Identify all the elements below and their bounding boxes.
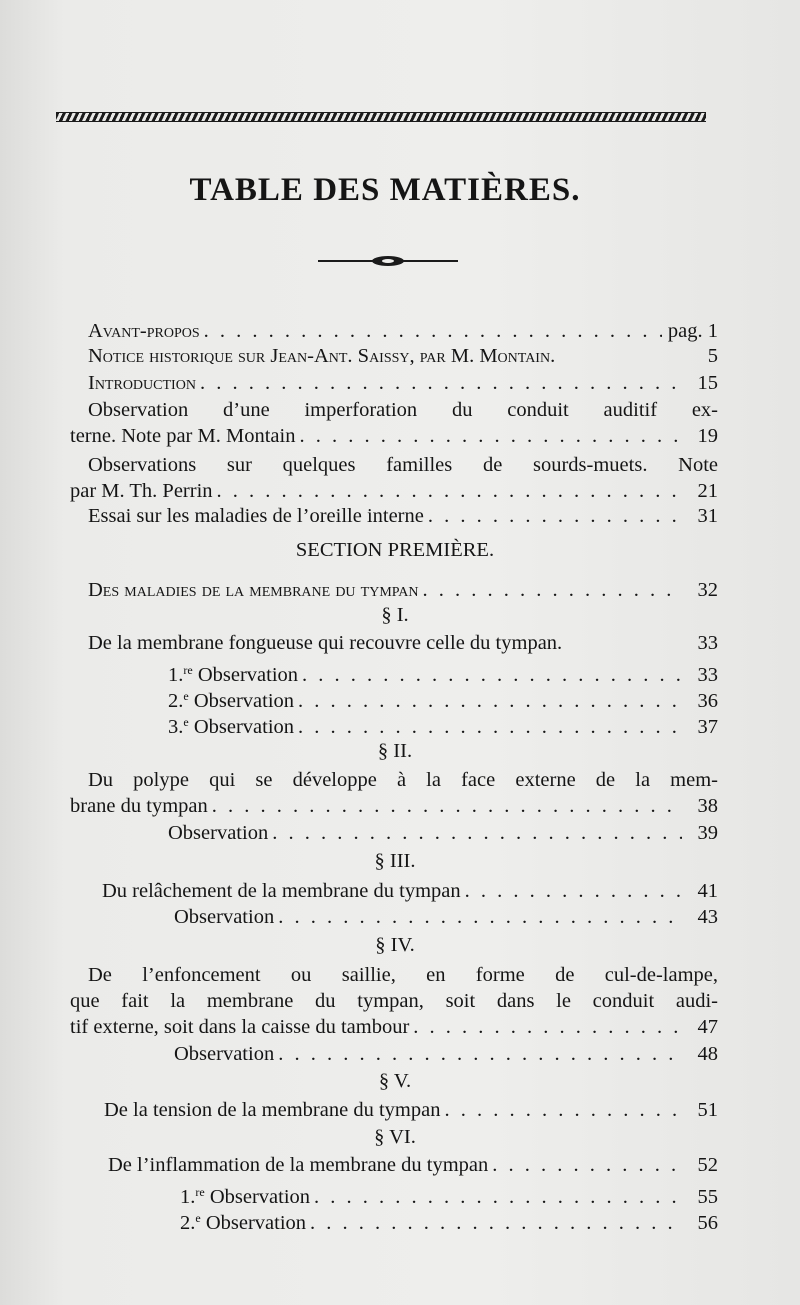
page-number: 36 bbox=[697, 690, 718, 712]
toc-entry-polype[interactable] bbox=[70, 767, 718, 819]
paragraph-heading: § IV. bbox=[375, 934, 415, 956]
toc-entry-maladies-membrane[interactable] bbox=[70, 577, 718, 603]
toc-entry-title: De la tension de la membrane du tympan bbox=[104, 1099, 441, 1121]
toc-entry-observations-sourds-muets[interactable] bbox=[70, 452, 718, 504]
leader-dots bbox=[212, 793, 682, 819]
toc-entry-line: que fait la membrane du tympan, soit dans le conduit audi- bbox=[70, 990, 718, 1012]
page-number: 56 bbox=[697, 1212, 718, 1234]
leader-dots bbox=[299, 423, 682, 449]
toc-entry-essai[interactable] bbox=[70, 503, 718, 529]
toc-entry-title: Des maladies de la membrane du tympan bbox=[88, 579, 419, 601]
toc-entry-title: Observation bbox=[168, 822, 269, 844]
page-number: 31 bbox=[697, 505, 718, 527]
section-heading: SECTION PREMIÈRE. bbox=[295, 539, 495, 561]
leader-dots bbox=[492, 1152, 682, 1178]
toc-entry-introduction[interactable] bbox=[70, 370, 718, 396]
page-number: 39 bbox=[697, 822, 718, 844]
leader-dots bbox=[428, 503, 682, 529]
toc-entry-line: terne. Note par M. Montain bbox=[70, 425, 296, 447]
toc-entry-line: tif externe, soit dans la caisse du tambour bbox=[70, 1016, 410, 1038]
toc-entry-title: Avant-propos bbox=[88, 320, 200, 342]
toc-entry-avant-propos[interactable] bbox=[70, 318, 718, 344]
paragraph-heading: § II. bbox=[377, 740, 413, 762]
leader-dots bbox=[278, 1041, 682, 1067]
toc-entry-inflammation[interactable] bbox=[70, 1152, 718, 1178]
page-number: pag. 1 bbox=[667, 320, 718, 342]
page-number: 47 bbox=[697, 1016, 718, 1038]
page-number: 15 bbox=[697, 372, 718, 394]
page-number: 41 bbox=[697, 880, 718, 902]
toc-entry-title: Du relâchement de la membrane du tympan bbox=[102, 880, 461, 902]
toc-entry-title: De la membrane fongueuse qui recouvre celle du tympan. bbox=[88, 632, 563, 654]
leader-dots bbox=[217, 478, 682, 504]
leader-dots bbox=[204, 318, 662, 344]
decorative-rule bbox=[56, 112, 706, 122]
page-number: 19 bbox=[697, 425, 718, 447]
toc-entry-title: 2.$^e$ Observation bbox=[168, 689, 295, 712]
toc-entry-title: Notice historique sur Jean-Ant. Saissy, par M. Montain. bbox=[88, 345, 556, 367]
page-number: 5 bbox=[707, 345, 718, 367]
leader-dots bbox=[444, 1097, 682, 1123]
page-number: 48 bbox=[697, 1043, 718, 1065]
toc-entry-enfoncement[interactable] bbox=[70, 962, 718, 1040]
paragraph-heading: § III. bbox=[374, 850, 416, 872]
toc-entry-line: Observations sur quelques familles de sourds-muets. Note bbox=[88, 454, 718, 476]
toc-entry-title: 2.$^e$ Observation bbox=[180, 1211, 307, 1234]
toc-entry-line: Du polype qui se développe à la face externe de la mem- bbox=[88, 769, 718, 791]
toc-entry-title: Observation bbox=[174, 1043, 275, 1065]
page-title: TABLE DES MATIÈRES. bbox=[189, 172, 581, 208]
leader-dots bbox=[278, 904, 682, 930]
toc-entry-relachement[interactable] bbox=[70, 878, 718, 904]
page-number: 52 bbox=[697, 1154, 718, 1176]
toc-entry-title: Introduction bbox=[88, 372, 196, 394]
toc-entry-tension[interactable] bbox=[70, 1097, 718, 1123]
toc-entry-line: De l’enfoncement ou saillie, en forme de cul-de-lampe, bbox=[88, 964, 718, 986]
page-number: 51 bbox=[697, 1099, 718, 1121]
toc-entry-title: 3.$^e$ Observation bbox=[168, 715, 295, 738]
toc-entry-observation[interactable] bbox=[70, 1205, 718, 1236]
leader-dots bbox=[272, 820, 682, 846]
toc-entry-title: 1.$^{re}$ Observation bbox=[180, 1185, 311, 1208]
toc-entry-line: brane du tympan bbox=[70, 795, 208, 817]
paragraph-heading: § V. bbox=[378, 1070, 412, 1092]
toc-entry-line: Observation d’une imperforation du conduit auditif ex- bbox=[88, 399, 718, 421]
page-number: 37 bbox=[697, 716, 718, 738]
toc-entry-line: par M. Th. Perrin bbox=[70, 480, 213, 502]
toc-entry-title: 1.$^{re}$ Observation bbox=[168, 663, 299, 686]
toc-entry-title: Observation bbox=[174, 906, 275, 928]
toc-entry-observation[interactable] bbox=[70, 709, 718, 740]
page-number: 32 bbox=[697, 579, 718, 601]
toc-entry-membrane-fongueuse[interactable] bbox=[70, 630, 718, 656]
page-number: 38 bbox=[697, 795, 718, 817]
page-number: 43 bbox=[697, 906, 718, 928]
leader-dots bbox=[310, 1210, 682, 1236]
toc-entry-observation[interactable] bbox=[70, 904, 718, 930]
toc-entry-observation[interactable] bbox=[70, 820, 718, 846]
toc-entry-title: Essai sur les maladies de l’oreille interne bbox=[88, 505, 424, 527]
paragraph-heading: § VI. bbox=[374, 1126, 416, 1148]
page-number: 21 bbox=[697, 480, 718, 502]
toc-entry-observation[interactable] bbox=[70, 1041, 718, 1067]
page-number: 33 bbox=[697, 632, 718, 654]
page-number: 33 bbox=[697, 664, 718, 686]
leader-dots bbox=[423, 577, 683, 603]
leader-dots bbox=[413, 1014, 682, 1040]
page-number: 55 bbox=[697, 1186, 718, 1208]
toc-entry-notice[interactable] bbox=[70, 343, 718, 369]
paragraph-heading: § I. bbox=[381, 604, 409, 626]
ornament-divider bbox=[318, 252, 458, 270]
toc-entry-observation-imperforation[interactable] bbox=[70, 397, 718, 449]
toc-entry-title: De l’inflammation de la membrane du tympan bbox=[108, 1154, 489, 1176]
leader-dots bbox=[465, 878, 682, 904]
leader-dots bbox=[298, 714, 682, 740]
leader-dots bbox=[200, 370, 682, 396]
